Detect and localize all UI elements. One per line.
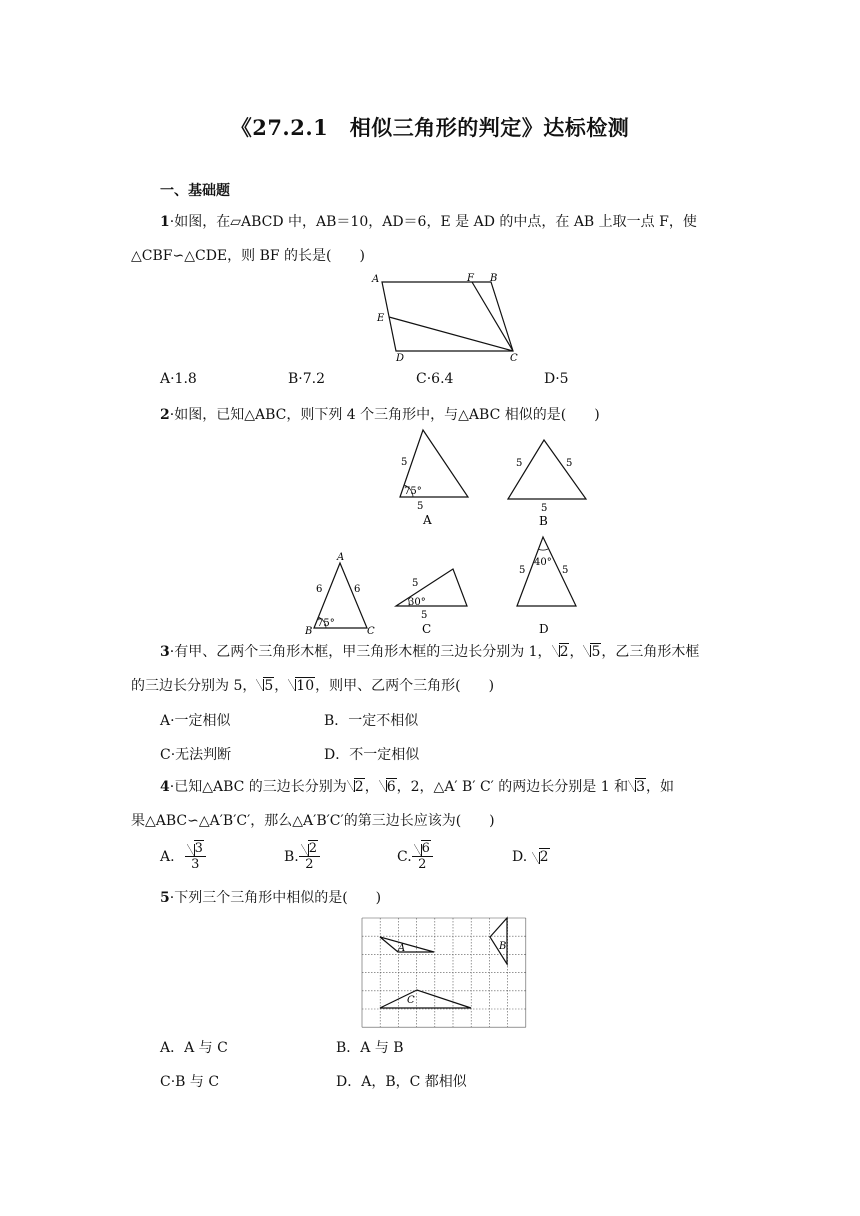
question-4-text-b: ，2，△A′ B′ C′ 的两边长分别是 1 和: [396, 779, 629, 795]
fraction: [185, 841, 206, 872]
sqrt-5: [583, 642, 601, 662]
figure-triangle-c: [390, 560, 480, 640]
figure-triangle-d: [505, 532, 585, 638]
sqrt-10: [288, 676, 315, 696]
angle-label-c: 30°: [408, 597, 426, 608]
triangle-c: [396, 569, 467, 606]
radicand: 3: [194, 841, 203, 856]
question-1-line-1: [160, 212, 697, 232]
separator: ，: [364, 779, 379, 795]
question-3-text-b: ，乙三角形木框: [601, 644, 700, 660]
figure-label-a: A: [423, 513, 432, 527]
q1-option-d: D·5: [544, 371, 569, 387]
angle-label-a: 75°: [404, 486, 422, 497]
q5-option-d: D．A，B，C 都相似: [336, 1074, 467, 1090]
question-5-number: 5: [160, 890, 170, 906]
figure-triangle-abc: [305, 550, 385, 635]
grid-lines: [362, 918, 526, 1027]
q1-option-c: C·6.4: [416, 371, 454, 387]
page-title: 《27.2.1 相似三角形的判定》达标检测: [230, 115, 630, 140]
radicand: 6: [421, 841, 430, 856]
question-1-line-2: △CBF∽△CDE，则 BF 的长是( ): [131, 248, 365, 264]
figure-label-c: C: [422, 622, 432, 636]
section-heading: 一、基础题: [160, 183, 230, 199]
parallelogram-figure: [360, 270, 530, 366]
radicand: 2: [354, 779, 364, 795]
separator: ，: [274, 678, 289, 694]
vertex-label-abc-c: C: [367, 626, 375, 635]
radicand: 10: [296, 678, 315, 694]
figure-triangle-b: [500, 425, 600, 530]
question-3-number: 3: [160, 644, 170, 660]
vertex-label-a: A: [372, 274, 380, 285]
side-label-d2: 5: [562, 565, 569, 576]
angle-label-d: 40°: [534, 557, 552, 568]
q5-option-a: A．A 与 C: [160, 1040, 228, 1056]
option-letter: A.: [160, 848, 175, 865]
question-2-line: [160, 405, 600, 425]
option-letter: D.: [512, 849, 528, 865]
fraction: [412, 841, 433, 872]
q1-option-a: A·1.8: [160, 371, 197, 387]
side-label-b2: 5: [566, 458, 573, 469]
sqrt-6: [379, 777, 397, 797]
question-1-number: 1: [160, 214, 170, 230]
q4-option-b: [284, 841, 320, 872]
fraction: [299, 841, 320, 872]
q5-option-c: C·B 与 C: [160, 1074, 220, 1090]
q3-option-b: B．一定不相似: [324, 713, 419, 729]
sqrt-2: [532, 849, 550, 865]
vertex-label-abc-b: B: [305, 626, 313, 635]
vertex-label-f: F: [467, 273, 474, 284]
sqrt-2: [347, 777, 365, 797]
side-label-a1: 5: [401, 457, 408, 468]
grid-triangle-c: [380, 990, 471, 1008]
grid-figure: [360, 914, 532, 1030]
denominator: 3: [191, 857, 200, 872]
side-label-abc2: 6: [354, 584, 361, 595]
question-2-text: ·如图，已知△ABC，则下列 4 个三角形中，与△ABC 相似的是( ): [169, 407, 600, 423]
denominator: 2: [418, 857, 427, 872]
vertex-label-e: E: [377, 313, 385, 324]
angle-label-abc: 75°: [317, 618, 335, 629]
q3-option-d: D．不一定相似: [324, 747, 420, 763]
grid-triangle-a: [380, 937, 434, 952]
question-4-text-a: ·已知△ABC 的三边长分别为: [169, 779, 347, 795]
angle-arc-d: [538, 549, 548, 550]
question-4-text-c: ，如: [646, 779, 675, 795]
side-label-d1: 5: [519, 565, 526, 576]
question-3-text-a: ·有甲、乙两个三角形木框，甲三角形木框的三边长分别为 1，: [169, 644, 552, 660]
radicand: 3: [636, 779, 646, 795]
vertex-label-b: B: [490, 273, 498, 284]
grid-label-c: C: [407, 995, 415, 1006]
question-3-line-2: [131, 676, 494, 696]
parallelogram-abcd: [382, 282, 513, 351]
figure-label-b: B: [539, 514, 548, 528]
question-3-text-c: 的三边长分别为 5，: [131, 678, 257, 694]
question-3-text-d: ，则甲、乙两个三角形( ): [315, 678, 495, 694]
question-4-number: 4: [160, 779, 170, 795]
grid-label-b: B: [499, 941, 507, 952]
question-4-line-1: [160, 777, 674, 797]
q1-option-b: B·7.2: [288, 371, 326, 387]
q4-option-c: [397, 841, 433, 872]
question-1-text: ·如图，在▱ABCD 中，AB＝10，AD＝6，E 是 AD 的中点，在 AB 上取一点 F，使: [169, 214, 697, 230]
q3-option-c: C·无法判断: [160, 747, 232, 763]
denominator: 2: [305, 857, 314, 872]
q5-option-b: B．A 与 B: [336, 1040, 404, 1056]
segment-ec: [389, 317, 513, 351]
sqrt-3: [628, 777, 646, 797]
radicand: 2: [539, 849, 549, 865]
option-letter: B.: [284, 848, 299, 865]
q4-option-d: [512, 849, 550, 865]
radicand: 5: [591, 644, 601, 660]
side-label-b3: 5: [541, 503, 548, 514]
separator: ，: [569, 644, 584, 660]
q3-option-a: A·一定相似: [160, 713, 231, 729]
sqrt-5: [256, 676, 274, 696]
vertex-label-c: C: [510, 353, 518, 364]
radicand: 2: [308, 841, 318, 856]
grid-label-a: A: [398, 943, 406, 954]
segment-fc: [472, 282, 513, 351]
sqrt-2: [552, 642, 570, 662]
question-2-number: 2: [160, 407, 170, 423]
side-label-a2: 5: [417, 501, 424, 512]
side-label-c2: 5: [421, 610, 428, 621]
figure-triangle-a: [385, 425, 485, 530]
question-4-line-2: 果△ABC∽△A′B′C′，那么△A′B′C′的第三边长应该为( ): [131, 813, 495, 829]
radicand: 6: [386, 779, 396, 795]
side-label-c1: 5: [412, 578, 419, 589]
vertex-label-abc-a: A: [337, 552, 345, 563]
q4-option-a: [160, 841, 206, 872]
side-label-b1: 5: [516, 458, 523, 469]
question-5-text: ·下列三个三角形中相似的是( ): [169, 890, 382, 906]
question-5-line: [160, 888, 381, 908]
radicand: 2: [559, 644, 569, 660]
side-label-abc1: 6: [316, 584, 323, 595]
figure-label-d: D: [539, 622, 549, 636]
triangle-b: [508, 440, 586, 499]
question-3-line-1: [160, 642, 699, 662]
radicand: 5: [264, 678, 274, 694]
vertex-label-d: D: [396, 353, 405, 364]
option-letter: C.: [397, 848, 412, 865]
